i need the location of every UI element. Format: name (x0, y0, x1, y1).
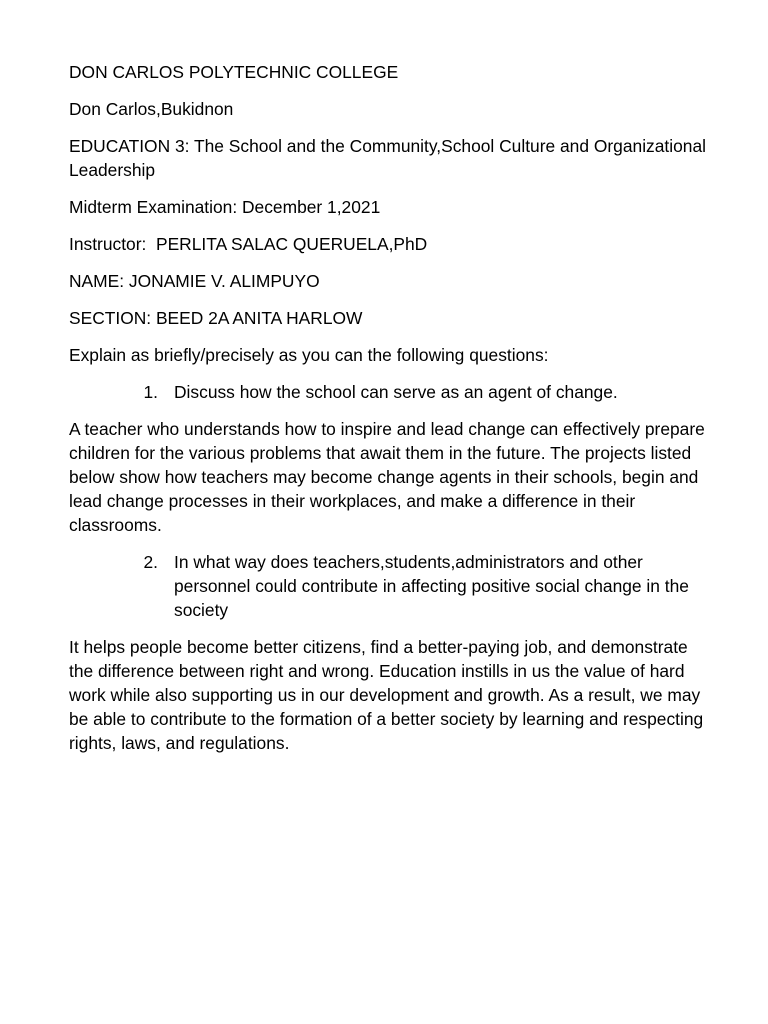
answer-1: A teacher who understands how to inspire and lead change can effectively prepare children for the various problems that await them in the future. The projects listed below show how teachers may become change agents in their schools, begin and lead change processes in their workplaces, and make a difference in their classrooms. (69, 419, 705, 535)
course-title: EDUCATION 3: The School and the Community,School Culture and Organizational Leadership (69, 136, 706, 180)
question-1 (69, 380, 709, 404)
college-name: DON CARLOS POLYTECHNIC COLLEGE (69, 62, 399, 82)
answer-2: It helps people become better citizens, find a better-paying job, and demonstrate the difference between right and wrong. Education instills in us the value of hard work while also supporting us in our development and growth. As a result, we may be able to contribute to the formation of a better society by learning and respecting rights, laws, and regulations. (69, 637, 704, 753)
question-text: In what way does teachers,students,administrators and other personnel could contribute in affecting positive social change in the society (174, 552, 689, 620)
question-number: 2. (143, 552, 158, 572)
exam-date: Midterm Examination: December 1,2021 (69, 197, 381, 217)
question-number: 1. (143, 382, 158, 402)
question-2 (69, 550, 709, 622)
instructions: Explain as briefly/precisely as you can the following questions: (69, 345, 549, 365)
student-section: SECTION: BEED 2A ANITA HARLOW (69, 308, 363, 328)
college-location: Don Carlos,Bukidnon (69, 99, 234, 119)
student-name: NAME: JONAMIE V. ALIMPUYO (69, 271, 320, 291)
instructor-line: Instructor: PERLITA SALAC QUERUELA,PhD (69, 234, 428, 254)
document-content (69, 60, 709, 768)
question-text: Discuss how the school can serve as an agent of change. (174, 382, 618, 402)
